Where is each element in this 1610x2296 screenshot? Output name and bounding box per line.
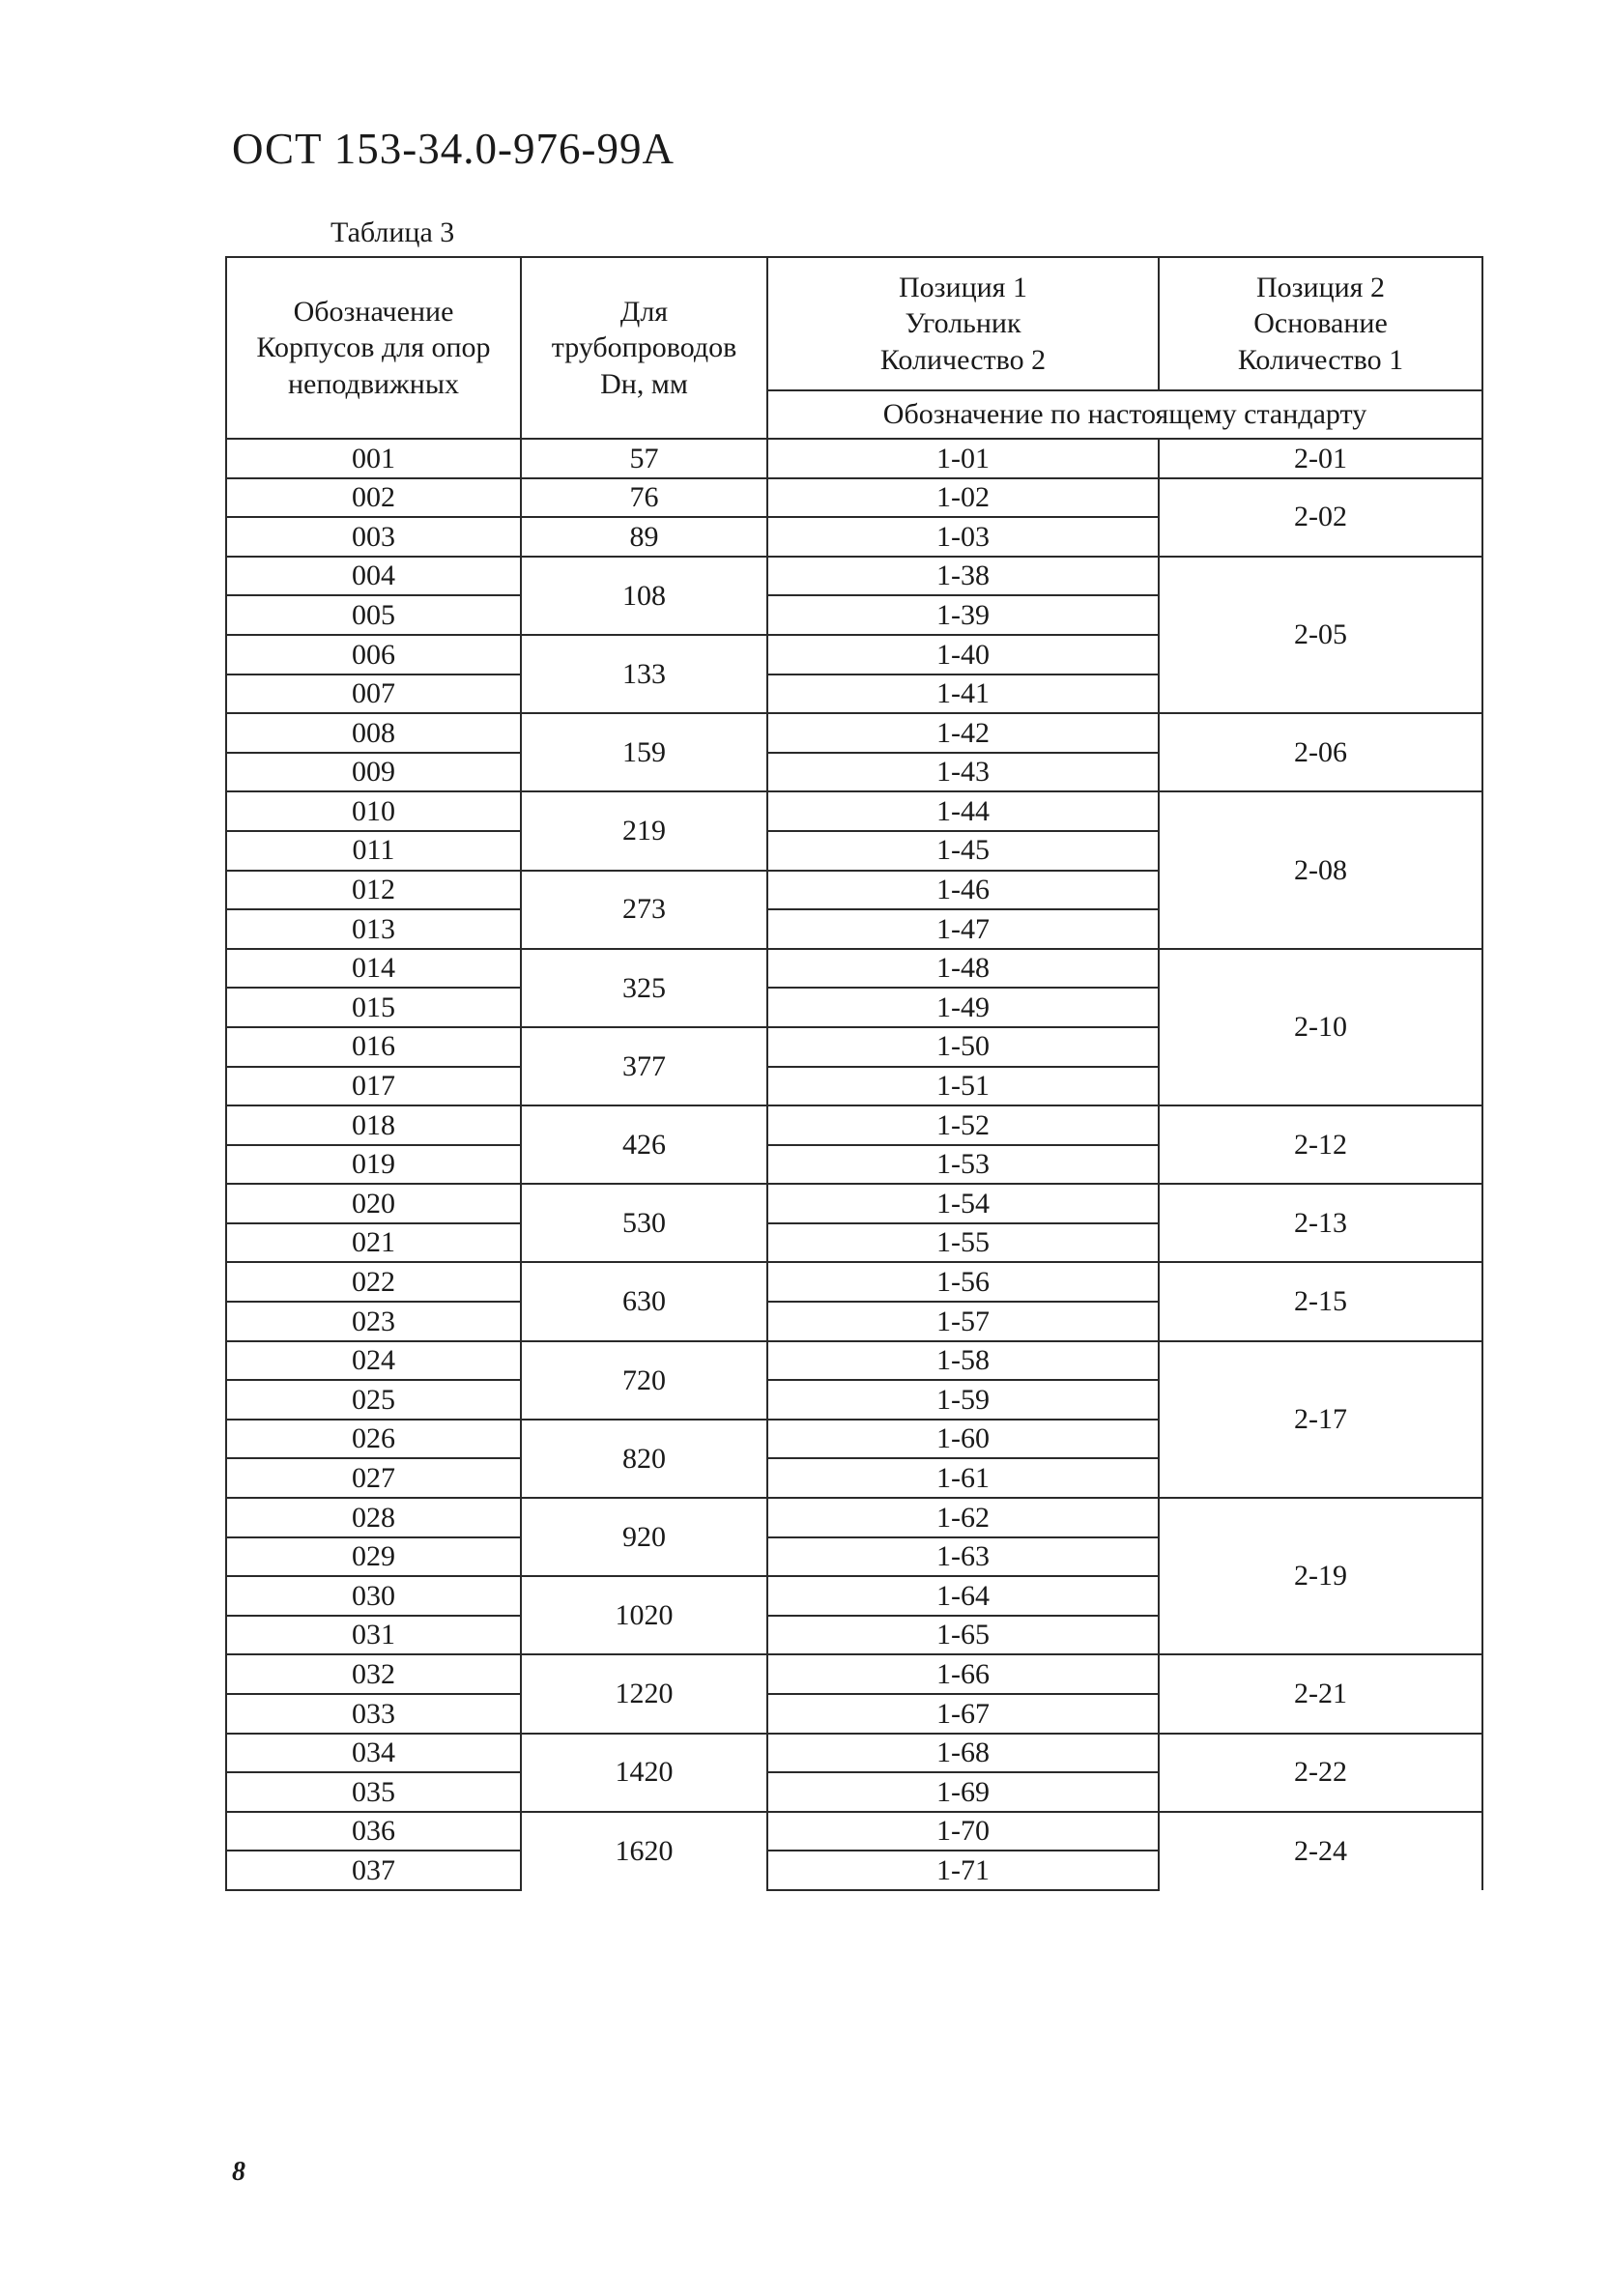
table-caption: Таблица 3 <box>331 216 455 248</box>
cell-position-2: 2-21 <box>1159 1654 1482 1733</box>
cell-position-1: 1-66 <box>767 1654 1159 1694</box>
cell-designation: 017 <box>226 1067 521 1106</box>
cell-pipe-dn: 720 <box>521 1341 767 1420</box>
page-number: 8 <box>232 2157 245 2187</box>
cell-pipe-dn: 1220 <box>521 1654 767 1733</box>
cell-position-1: 1-40 <box>767 635 1159 674</box>
table-row <box>226 478 1482 518</box>
table-row <box>226 1184 1482 1223</box>
cell-position-2: 2-08 <box>1159 791 1482 948</box>
table-row <box>226 949 1482 989</box>
cell-position-1: 1-01 <box>767 439 1159 478</box>
cell-pipe-dn: 89 <box>521 517 767 557</box>
cell-pipe-dn: 57 <box>521 439 767 478</box>
cell-position-1: 1-65 <box>767 1616 1159 1655</box>
cell-position-2: 2-19 <box>1159 1498 1482 1654</box>
cell-position-1: 1-51 <box>767 1067 1159 1106</box>
cell-position-1: 1-50 <box>767 1027 1159 1067</box>
cell-designation: 028 <box>226 1498 521 1537</box>
cell-designation: 002 <box>226 478 521 518</box>
spec-table <box>225 256 1483 1891</box>
cell-position-1: 1-68 <box>767 1734 1159 1773</box>
table-row <box>226 439 1482 478</box>
cell-position-2: 2-22 <box>1159 1734 1482 1812</box>
table-row <box>226 1105 1482 1145</box>
cell-designation: 015 <box>226 988 521 1027</box>
cell-position-1: 1-43 <box>767 753 1159 792</box>
header-position-1: Позиция 1 Угольник Количество 2 <box>767 257 1159 390</box>
cell-position-1: 1-54 <box>767 1184 1159 1223</box>
table-row <box>226 791 1482 831</box>
cell-designation: 018 <box>226 1105 521 1145</box>
table-row <box>226 713 1482 753</box>
cell-position-1: 1-57 <box>767 1302 1159 1341</box>
cell-designation: 033 <box>226 1694 521 1734</box>
cell-pipe-dn: 920 <box>521 1498 767 1576</box>
cell-designation: 032 <box>226 1654 521 1694</box>
cell-pipe-dn: 159 <box>521 713 767 791</box>
cell-pipe-dn: 219 <box>521 791 767 870</box>
document-title: ОСТ 153-34.0-976-99А <box>232 125 676 173</box>
cell-position-1: 1-69 <box>767 1772 1159 1812</box>
cell-position-1: 1-46 <box>767 871 1159 910</box>
cell-position-1: 1-52 <box>767 1105 1159 1145</box>
cell-position-1: 1-58 <box>767 1341 1159 1381</box>
table-row <box>226 1262 1482 1302</box>
cell-designation: 001 <box>226 439 521 478</box>
cell-designation: 024 <box>226 1341 521 1381</box>
cell-designation: 023 <box>226 1302 521 1341</box>
table-row <box>226 1498 1482 1537</box>
cell-pipe-dn: 108 <box>521 557 767 635</box>
cell-position-1: 1-60 <box>767 1420 1159 1459</box>
cell-pipe-dn: 133 <box>521 635 767 713</box>
cell-position-1: 1-49 <box>767 988 1159 1027</box>
header-pipe-dn: Для трубопроводов Dн, мм <box>521 257 767 439</box>
cell-designation: 010 <box>226 791 521 831</box>
subheader-standard-designation: Обозначение по настоящему стандарту <box>767 390 1482 439</box>
cell-designation: 037 <box>226 1851 521 1890</box>
header-position-2: Позиция 2 Основание Количество 1 <box>1159 257 1482 390</box>
cell-pipe-dn: 1020 <box>521 1576 767 1654</box>
cell-designation: 021 <box>226 1223 521 1263</box>
cell-designation: 029 <box>226 1537 521 1577</box>
cell-position-1: 1-63 <box>767 1537 1159 1577</box>
cell-position-2: 2-05 <box>1159 557 1482 713</box>
cell-pipe-dn: 1420 <box>521 1734 767 1812</box>
cell-designation: 034 <box>226 1734 521 1773</box>
table-row <box>226 557 1482 596</box>
cell-designation: 016 <box>226 1027 521 1067</box>
cell-designation: 004 <box>226 557 521 596</box>
cell-position-2: 2-10 <box>1159 949 1482 1105</box>
cell-designation: 009 <box>226 753 521 792</box>
cell-position-2: 2-13 <box>1159 1184 1482 1262</box>
cell-designation: 007 <box>226 674 521 714</box>
cell-designation: 036 <box>226 1812 521 1851</box>
cell-pipe-dn: 377 <box>521 1027 767 1105</box>
cell-pipe-dn: 76 <box>521 478 767 518</box>
cell-designation: 005 <box>226 595 521 635</box>
cell-position-1: 1-38 <box>767 557 1159 596</box>
cell-designation: 031 <box>226 1616 521 1655</box>
cell-designation: 035 <box>226 1772 521 1812</box>
cell-designation: 022 <box>226 1262 521 1302</box>
cell-position-1: 1-39 <box>767 595 1159 635</box>
cell-position-2: 2-06 <box>1159 713 1482 791</box>
cell-position-1: 1-41 <box>767 674 1159 714</box>
cell-position-2: 2-24 <box>1159 1812 1482 1890</box>
cell-position-1: 1-45 <box>767 831 1159 871</box>
cell-position-2: 2-02 <box>1159 478 1482 557</box>
header-designation: Обозначение Корпусов для опор неподвижных <box>226 257 521 439</box>
cell-pipe-dn: 530 <box>521 1184 767 1262</box>
cell-pipe-dn: 325 <box>521 949 767 1027</box>
cell-position-2: 2-12 <box>1159 1105 1482 1184</box>
cell-pipe-dn: 820 <box>521 1420 767 1498</box>
cell-designation: 026 <box>226 1420 521 1459</box>
cell-position-1: 1-71 <box>767 1851 1159 1890</box>
cell-position-1: 1-42 <box>767 713 1159 753</box>
table-row <box>226 1812 1482 1851</box>
cell-pipe-dn: 273 <box>521 871 767 949</box>
cell-pipe-dn: 1620 <box>521 1812 767 1890</box>
table-row <box>226 1341 1482 1381</box>
cell-position-2: 2-17 <box>1159 1341 1482 1498</box>
table-row <box>226 1654 1482 1694</box>
cell-designation: 012 <box>226 871 521 910</box>
cell-designation: 014 <box>226 949 521 989</box>
cell-position-1: 1-44 <box>767 791 1159 831</box>
cell-position-1: 1-53 <box>767 1145 1159 1185</box>
cell-designation: 019 <box>226 1145 521 1185</box>
cell-designation: 013 <box>226 909 521 949</box>
cell-designation: 008 <box>226 713 521 753</box>
cell-designation: 025 <box>226 1380 521 1420</box>
cell-position-1: 1-61 <box>767 1458 1159 1498</box>
cell-position-1: 1-70 <box>767 1812 1159 1851</box>
cell-position-1: 1-55 <box>767 1223 1159 1263</box>
cell-designation: 003 <box>226 517 521 557</box>
cell-position-1: 1-48 <box>767 949 1159 989</box>
cell-designation: 020 <box>226 1184 521 1223</box>
cell-pipe-dn: 630 <box>521 1262 767 1340</box>
cell-designation: 027 <box>226 1458 521 1498</box>
cell-designation: 030 <box>226 1576 521 1616</box>
cell-position-1: 1-59 <box>767 1380 1159 1420</box>
cell-position-1: 1-62 <box>767 1498 1159 1537</box>
cell-position-1: 1-02 <box>767 478 1159 518</box>
cell-position-1: 1-03 <box>767 517 1159 557</box>
cell-designation: 006 <box>226 635 521 674</box>
cell-position-1: 1-56 <box>767 1262 1159 1302</box>
cell-position-1: 1-64 <box>767 1576 1159 1616</box>
cell-position-2: 2-01 <box>1159 439 1482 478</box>
cell-designation: 011 <box>226 831 521 871</box>
cell-position-1: 1-67 <box>767 1694 1159 1734</box>
table-row <box>226 1734 1482 1773</box>
cell-position-1: 1-47 <box>767 909 1159 949</box>
cell-pipe-dn: 426 <box>521 1105 767 1184</box>
cell-position-2: 2-15 <box>1159 1262 1482 1340</box>
